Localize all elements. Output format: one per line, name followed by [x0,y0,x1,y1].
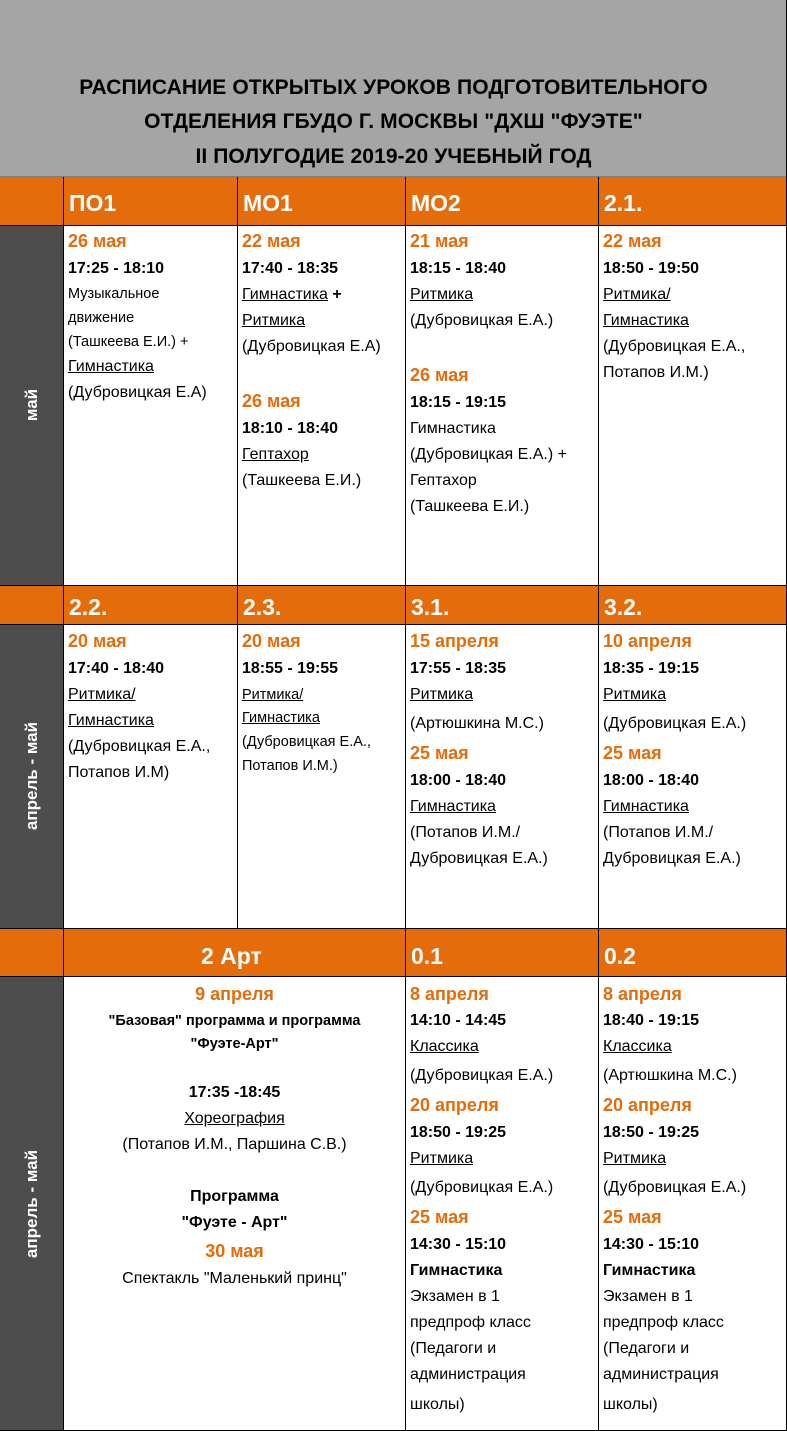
text-line: предпроф класс [603,1314,724,1331]
col-header-mo2: МО2 [411,190,461,216]
date: 26 мая [410,365,469,385]
col-header-mo1: МО1 [243,190,293,216]
subject: Ритмика [410,286,474,303]
subject: Ритмика [410,1150,474,1167]
col-header-po1: ПО1 [69,190,117,216]
time: 18:15 - 18:40 [410,260,507,277]
program-line: Программа [190,1188,279,1205]
date: 25 мая [410,1207,469,1227]
date: 20 мая [242,631,301,651]
header-row-2 [0,586,787,624]
grid-line [598,177,599,1431]
teacher: (Дубровицкая Е.А) [242,338,381,355]
month-label-april-may [0,976,63,1431]
grid-line [237,177,238,928]
teacher: (Потапов И.М./ [410,824,521,841]
teacher: (Дубровицкая Е.А.) [410,1067,554,1084]
subject: Ритмика/ [68,686,136,703]
col-header-0-1: 0.1 [411,943,443,969]
text-line: Экзамен в 1 [603,1288,693,1305]
date: 25 мая [603,743,662,763]
date: 26 мая [242,391,301,411]
subject-line [242,285,342,305]
subject: Ритмика [242,312,306,329]
text-line: Гептахор [410,472,477,489]
month-text: апрель - май [21,721,41,831]
date: 22 мая [603,231,662,251]
header-row-3 [0,929,787,976]
teacher: (Дубровицкая Е.А., [603,338,746,355]
title-line-1: РАСПИСАНИЕ ОТКРЫТЫХ УРОКОВ ПОДГОТОВИТЕЛЬНОГО [79,76,708,99]
time: 14:30 - 15:10 [410,1236,507,1253]
grid-line [0,585,787,586]
teacher: (Артюшкина М.С.) [603,1067,737,1084]
date: 20 мая [68,631,127,651]
col-header-2-art: 2 Арт [201,943,262,969]
teacher: (Дубровицкая Е.А., [68,738,211,755]
grid-line [0,928,787,929]
subject: Гимнастика [603,798,689,815]
date: 30 мая [205,1241,264,1261]
subject: Гимнастика [242,710,320,726]
teacher: (Дубровицкая Е.А., [242,734,371,750]
text-line: Музыкальное [68,286,160,302]
time: 17:55 - 18:35 [410,660,507,677]
subject: Гимнастика [603,1262,696,1279]
date: 20 апреля [410,1095,499,1115]
date: 25 мая [410,743,469,763]
time: 18:50 - 19:25 [410,1124,507,1141]
subject: Классика [410,1038,479,1055]
plus-sign: + [327,286,342,303]
teacher: (Ташкеева Е.И.) [242,472,362,489]
grid-line [0,624,787,625]
teacher: (Потапов И.М., Паршина С.В.) [122,1136,347,1153]
title-band [0,0,787,177]
subject: Гимнастика [603,312,689,329]
teacher: (Дубровицкая Е.А.) [410,312,554,329]
time: 18:40 - 19:15 [603,1012,700,1029]
subject: Гимнастика [68,358,154,375]
text-line: (Ташкеева Е.И.) [410,498,530,515]
text-line: администрация [410,1366,526,1383]
event: Спектакль "Маленький принц" [122,1270,347,1287]
grid-line [0,976,787,977]
header-row-1 [0,177,787,225]
col-header-0-2: 0.2 [604,943,636,969]
col-header-2-3: 2.3. [243,594,282,620]
time: 17:40 - 18:35 [242,260,339,277]
title-line-3: II ПОЛУГОДИЕ 2019-20 УЧЕБНЫЙ ГОД [195,145,592,168]
teacher: Потапов И.М) [68,764,170,781]
col-header-2-2: 2.2. [69,594,108,620]
time: 14:30 - 15:10 [603,1236,700,1253]
grid-line [405,177,406,1431]
date: 15 апреля [410,631,499,651]
date: 26 мая [68,231,127,251]
teacher: Дубровицкая Е.А.) [410,850,548,867]
program-line: "Фуэте-Арт" [190,1036,279,1052]
month-text: май [21,388,41,422]
title-line-2: ОТДЕЛЕНИЯ ГБУДО Г. МОСКВЫ "ДХШ "ФУЭТЕ" [144,110,643,133]
month-label-april-may [0,624,63,928]
subject: Гимнастика [410,798,496,815]
date: 20 апреля [603,1095,692,1115]
program-line: "Фуэте - Арт" [181,1214,288,1231]
date: 8 апреля [603,984,682,1004]
program-line: "Базовая" программа и программа [108,1013,361,1029]
text-line: администрация [603,1366,719,1383]
teacher: Дубровицкая Е.А.) [603,850,741,867]
time: 18:55 - 19:55 [242,660,339,677]
teacher: Потапов И.М.) [242,758,338,774]
teacher: (Дубровицкая Е.А.) [603,1179,747,1196]
subject: Ритмика [410,686,474,703]
subject: Ритмика [603,1150,667,1167]
teacher: (Дубровицкая Е.А) [68,384,207,401]
col-header-2-1: 2.1. [604,190,643,216]
text-line: Экзамен в 1 [410,1288,500,1305]
date: 25 мая [603,1207,662,1227]
date: 8 апреля [410,984,489,1004]
text-line: (Педагоги и [410,1340,497,1357]
subject: Гимнастика [68,712,154,729]
time: 18:00 - 18:40 [603,772,700,789]
time: 18:15 - 19:15 [410,394,507,411]
subject: Хореография [184,1110,285,1127]
teacher: (Потапов И.М./ [603,824,714,841]
date: 22 мая [242,231,301,251]
date: 10 апреля [603,631,692,651]
teacher: (Дубровицкая Е.А.) [603,715,747,732]
grid-line [63,177,64,1431]
teacher: (Дубровицкая Е.А.) [410,1179,554,1196]
text-line: (Педагоги и [603,1340,690,1357]
text-line: (Ташкеева Е.И.) + [68,334,189,350]
subject: Ритмика/ [603,286,671,303]
teacher: Потапов И.М.) [603,364,709,381]
time: 18:35 - 19:15 [603,660,700,677]
time: 17:25 - 18:10 [68,260,165,277]
time: 17:40 - 18:40 [68,660,165,677]
subject: Ритмика [603,686,667,703]
time: 14:10 - 14:45 [410,1012,507,1029]
text-line: движение [68,310,135,326]
text-line: (Дубровицкая Е.А.) + [410,446,567,463]
date: 9 апреля [195,984,274,1004]
subject: Гимнастика [410,1262,503,1279]
time: 18:50 - 19:50 [603,260,700,277]
teacher: (Артюшкина М.С.) [410,715,544,732]
subject: Ритмика/ [242,687,304,703]
text-line: школы) [410,1396,465,1413]
time: 18:00 - 18:40 [410,772,507,789]
col-header-3-2: 3.2. [604,594,643,620]
date: 21 мая [410,231,469,251]
text-line: предпроф класс [410,1314,531,1331]
grid-line [0,225,787,226]
subject: Гептахор [242,446,309,463]
subject: Классика [603,1038,672,1055]
text-line: школы) [603,1396,658,1413]
subject: Гимнастика [242,286,328,303]
col-header-3-1: 3.1. [411,594,450,620]
time: 18:50 - 19:25 [603,1124,700,1141]
month-label-may [0,225,63,585]
time: 17:35 -18:45 [188,1084,281,1101]
text-line: Гимнастика [410,420,496,437]
time: 18:10 - 18:40 [242,420,339,437]
month-text: апрель - май [21,1149,41,1258]
